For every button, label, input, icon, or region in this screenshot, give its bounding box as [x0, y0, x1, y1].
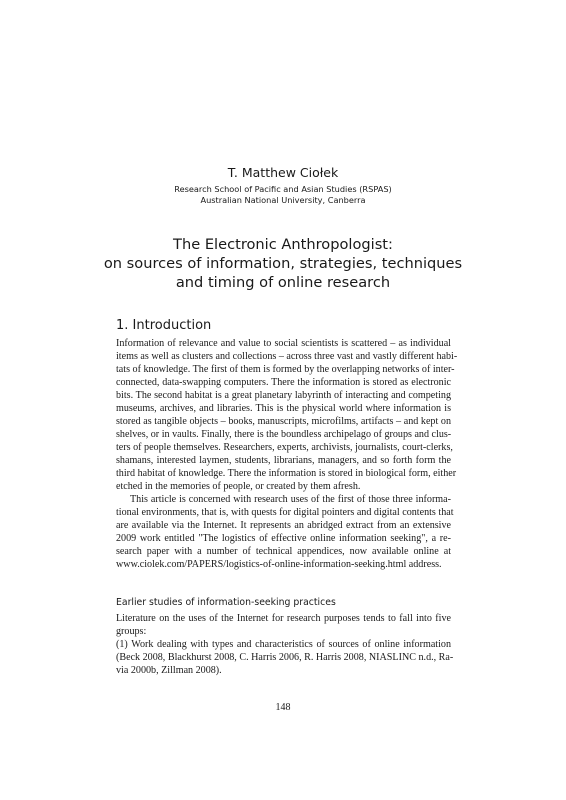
- paragraph-line: search paper with a number of technical appendices, now available online at: [116, 546, 451, 557]
- paragraph-line: are available via the Internet. It represents an abridged extract from an extensive: [116, 520, 451, 531]
- paragraph-line: groups:: [116, 626, 147, 637]
- paragraph-line: stored as tangible objects – books, manuscripts, microfilms, artifacts – and kept on: [116, 416, 451, 427]
- paragraph-line: connected, data-swapping computers. There the information is stored as electronic: [116, 377, 451, 388]
- paragraph-line: bits. The second habitat is a great planetary labyrinth of interacting and competing: [116, 390, 451, 401]
- article-title-line: The Electronic Anthropologist:: [173, 236, 393, 253]
- paragraph-line: tional environments, that is, with quests for digital pointers and digital contents that: [116, 507, 454, 518]
- article-title-line: and timing of online research: [175, 274, 391, 291]
- paragraph-line: Literature on the uses of the Internet for research purposes tends to fall into five: [116, 613, 451, 624]
- paragraph-line: 2009 work entitled "The logistics of effective online information seeking", a re-: [116, 533, 451, 544]
- paragraph-line: This article is concerned with research uses of the first of those three informa-: [130, 494, 451, 505]
- paragraph-line: ters of people themselves. Researchers, experts, archivists, journalists, court-clerks,: [116, 442, 453, 453]
- author-name: T. Matthew Ciołek: [227, 165, 339, 180]
- paragraph-line: tats of knowledge. The first of them is formed by the overlapping networks of inter-: [116, 364, 455, 375]
- paragraph-line: items as well as clusters and collections – across three vast and vastly different habi-: [116, 351, 458, 362]
- paragraph-line: (Beck 2008, Blackhurst 2008, C. Harris 2006, R. Harris 2008, NIASLINC n.d., Ra-: [116, 652, 454, 663]
- paragraph-line: Information of relevance and value to social scientists is scattered – as individual: [116, 338, 451, 349]
- paragraph-line: third habitat of knowledge. There the information is stored in biological form, either: [116, 468, 457, 479]
- affiliation-line: Research School of Pacific and Asian Studies (RSPAS): [174, 184, 392, 194]
- paragraph-line: shamans, interested laymen, students, librarians, managers, and so forth form the: [116, 455, 451, 466]
- article-title-line: on sources of information, strategies, techniques: [103, 255, 463, 272]
- paragraph-line: (1) Work dealing with types and characteristics of sources of online information: [116, 639, 451, 650]
- subsection-heading: Earlier studies of information-seeking practices: [116, 597, 336, 608]
- paragraph-line: www.ciolek.com/PAPERS/logistics-of-online-information-seeking.html address.: [116, 559, 442, 570]
- paragraph-line: museums, archives, and libraries. This is the physical world where information is: [116, 403, 451, 414]
- paragraph-line: shelves, or in vaults. Finally, there is the boundless archipelago of groups and clus-: [116, 429, 452, 440]
- affiliation-line: Australian National University, Canberra: [200, 195, 366, 205]
- section-heading: 1. Introduction: [116, 318, 212, 333]
- page-number: 148: [275, 702, 291, 713]
- paragraph-line: via 2000b, Zillman 2008).: [116, 665, 222, 676]
- paragraph-line: etched in the memories of people, or created by them afresh.: [116, 481, 361, 492]
